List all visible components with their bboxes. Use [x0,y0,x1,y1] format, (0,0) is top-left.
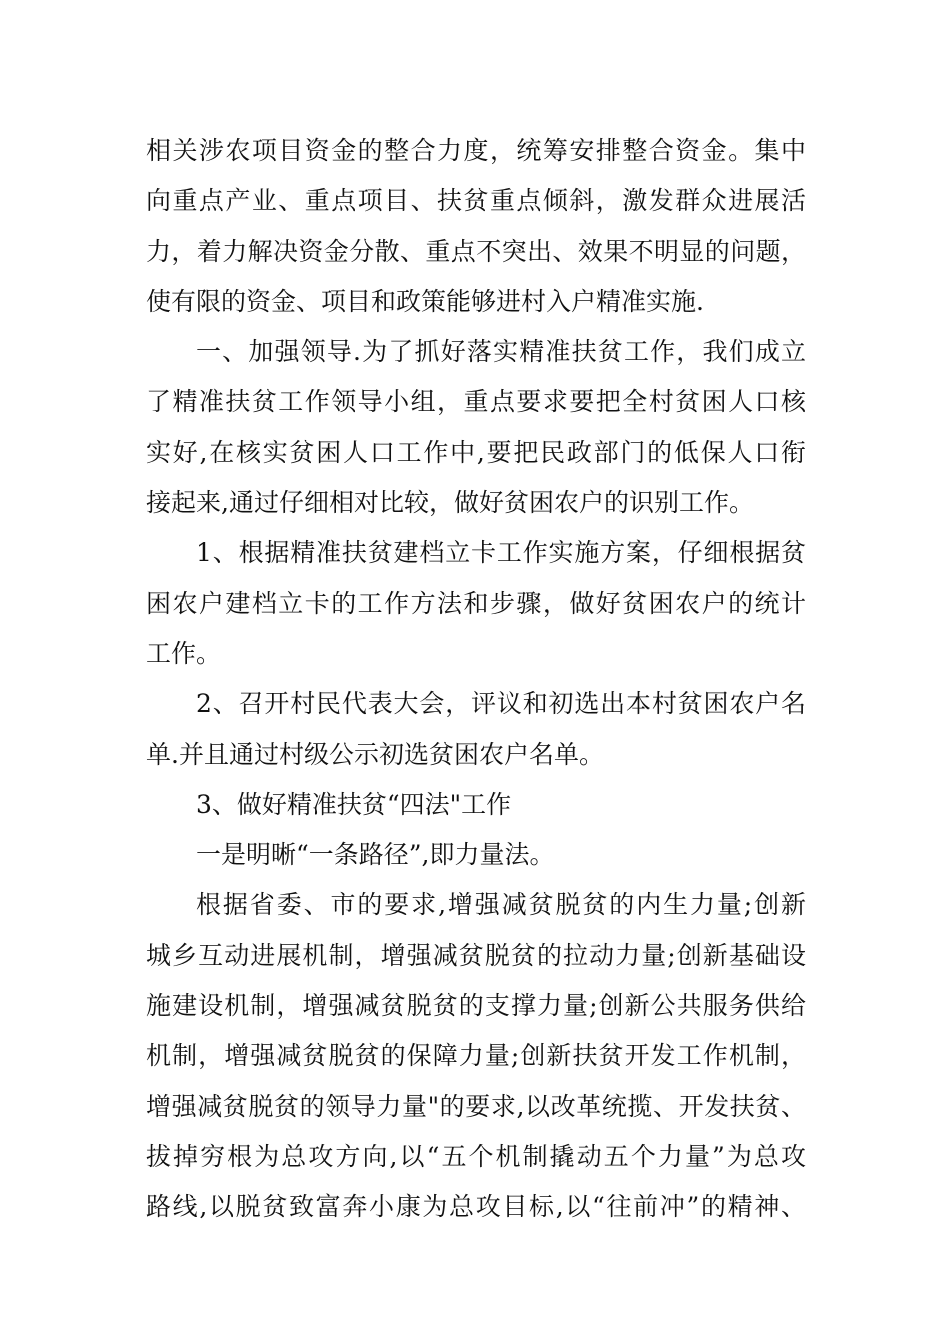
text-line: 一是明晰“一条路径”,即力量法。 [196,840,555,870]
text-line: 城乡互动进展机制，增强减贫脱贫的拉动力量;创新基础设 [146,940,806,970]
document-body [146,126,806,1233]
text-line: 路线,以脱贫致富奔小康为总攻目标,以“往前冲”的精神、 [146,1192,806,1222]
text-line: 3、做好精准扶贫“四法"工作 [196,789,512,819]
text-line: 单.并且通过村级公示初选贫困农户名单。 [146,739,604,769]
text-line: 接起来,通过仔细相对比较，做好贫困农户的识别工作。 [146,488,754,518]
text-line: 根据省委、市的要求,增强减贫脱贫的内生力量;创新 [196,890,806,920]
text-line: 1、根据精准扶贫建档立卡工作实施方案，仔细根据贫 [196,538,806,568]
text-line: 一、加强领导.为了抓好落实精准扶贫工作，我们成立 [196,337,806,367]
text-line: 了精准扶贫工作领导小组，重点要求要把全村贫困人口核 [146,387,806,417]
text-line: 困农户建档立卡的工作方法和步骤，做好贫困农户的统计 [146,588,806,618]
text-line: 力，着力解决资金分散、重点不突出、效果不明显的问题， [146,236,806,266]
text-line: 工作。 [146,638,222,668]
text-line: 施建设机制，增强减贫脱贫的支撑力量;创新公共服务供给 [146,991,806,1021]
text-line: 向重点产业、重点项目、扶贫重点倾斜，激发群众进展活 [146,186,806,216]
text-line: 增强减贫脱贫的领导力量"的要求,以改革统揽、开发扶贫、 [146,1091,806,1121]
text-line: 实好,在核实贫困人口工作中,要把民政部门的低保人口衔 [146,437,806,467]
text-line: 相关涉农项目资金的整合力度，统筹安排整合资金。集中 [146,136,806,165]
text-line: 拔掉穷根为总攻方向,以“五个机制撬动五个力量”为总攻 [146,1141,806,1171]
text-line: 使有限的资金、项目和政策能够进村入户精准实施. [146,286,704,316]
text-line: 机制，增强减贫脱贫的保障力量;创新扶贫开发工作机制， [146,1041,806,1071]
text-line: 2、召开村民代表大会，评议和初选出本村贫困农户名 [196,689,806,719]
